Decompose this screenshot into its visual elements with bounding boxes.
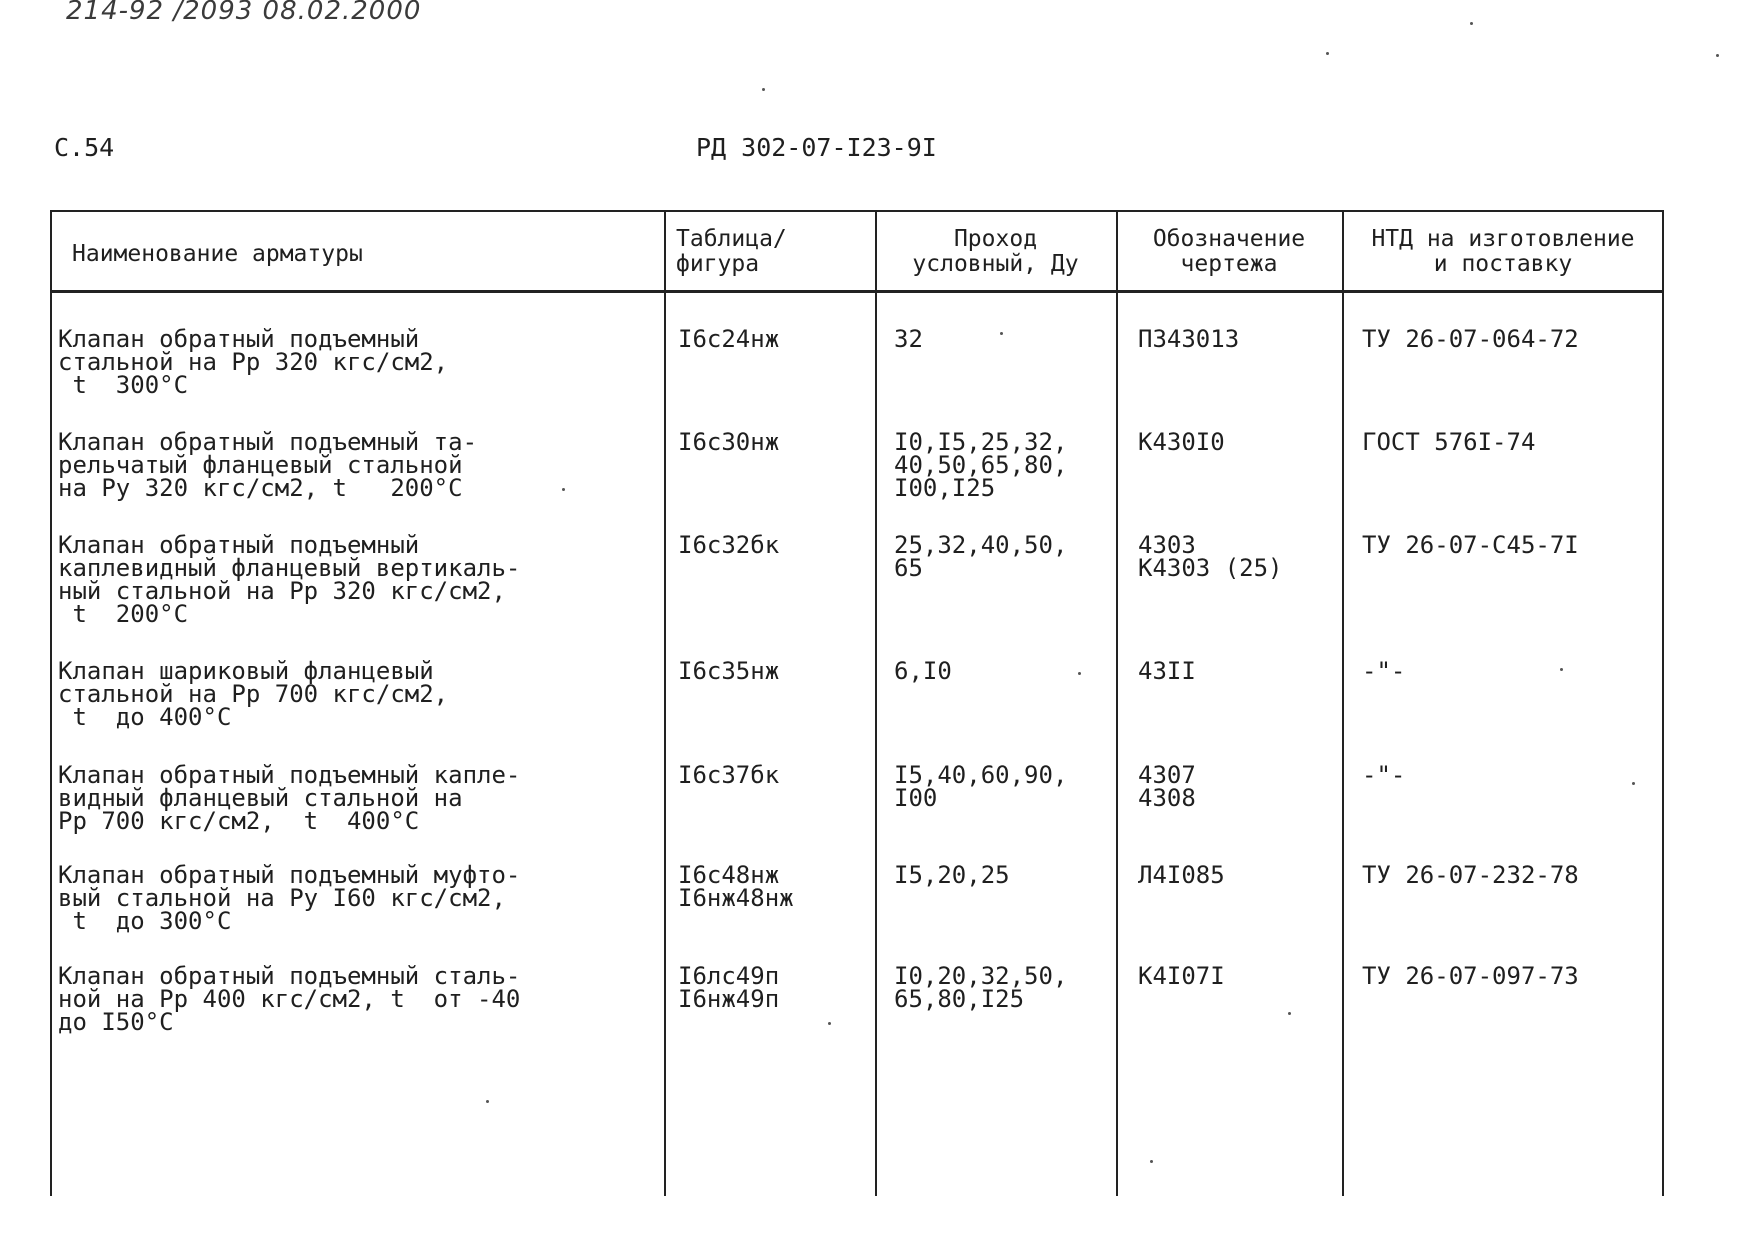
header-ntd: НТД на изготовление и поставку — [1371, 226, 1635, 277]
scan-speck — [486, 1100, 489, 1103]
scan-speck — [828, 1022, 831, 1025]
row-diameter: 6,I0 — [894, 657, 952, 685]
scan-speck — [562, 488, 565, 491]
row-figure: I6с32бк — [678, 531, 780, 559]
row-diameter: I5,40,60,90, I00 — [894, 761, 1068, 812]
row-diameter: 32 — [894, 325, 923, 353]
row-figure: I6лс49п I6нж49п — [678, 962, 780, 1013]
header-drawing: Обозначение чертежа — [1152, 226, 1306, 277]
scan-speck — [1470, 22, 1473, 25]
row-name: Клапан обратный подъемный капле- видный фланцевый стальной на Рр 700 кгс/см2, t 400°С — [58, 761, 521, 835]
row-figure: I6с24нж — [678, 325, 780, 353]
row-ntd: ТУ 26-07-232-78 — [1362, 861, 1579, 889]
row-figure: I6с48нж I6нж48нж — [678, 861, 794, 912]
column-divider-4 — [1342, 212, 1344, 1196]
scan-speck — [1288, 1012, 1291, 1015]
row-name: Клапан обратный подъемный сталь- ной на Рр 400 кгс/см2, t от -40 до I50°С — [58, 962, 521, 1036]
row-ntd: -"- — [1362, 761, 1406, 789]
scan-speck — [1326, 52, 1329, 55]
document-code: РД 302-07-I23-9I — [696, 133, 937, 162]
column-divider-2 — [875, 212, 877, 1196]
row-name: Клапан обратный подъемный стальной на Рр 320 кгс/см2, t 300°С — [58, 325, 449, 399]
row-drawing: 4303 К4303 (25) — [1138, 531, 1283, 582]
header-diameter: Проход условный, Ду — [912, 226, 1079, 277]
row-name: Клапан обратный подъемный муфто- вый стальной на Ру I60 кгс/см2, t до 300°С — [58, 861, 521, 935]
row-diameter: I0,20,32,50, 65,80,I25 — [894, 962, 1068, 1013]
row-name: Клапан шариковый фланцевый стальной на Рр 700 кгс/см2, t до 400°С — [58, 657, 449, 731]
row-ntd: ТУ 26-07-097-73 — [1362, 962, 1579, 990]
valves-table — [50, 210, 1664, 1196]
row-drawing: К4I07I — [1138, 962, 1225, 990]
row-ntd: -"- — [1362, 657, 1406, 685]
row-drawing: 43II — [1138, 657, 1196, 685]
scan-speck — [1560, 668, 1563, 671]
row-diameter: I5,20,25 — [894, 861, 1010, 889]
scan-speck — [1000, 332, 1003, 335]
header-separator — [52, 290, 1662, 293]
column-divider-3 — [1116, 212, 1118, 1196]
row-figure: I6с30нж — [678, 428, 780, 456]
header-figure: Таблица/ фигура — [676, 226, 787, 277]
handwritten-note: 214-92 /2093 08.02.2000 — [66, 0, 422, 26]
header-name: Наименование арматуры — [72, 241, 363, 267]
row-diameter: I0,I5,25,32, 40,50,65,80, I00,I25 — [894, 428, 1068, 502]
column-divider-1 — [664, 212, 666, 1196]
row-figure: I6с37бк — [678, 761, 780, 789]
scan-speck — [1632, 782, 1635, 785]
row-drawing: 4307 4308 — [1138, 761, 1196, 812]
row-ntd: ТУ 26-07-064-72 — [1362, 325, 1579, 353]
row-figure: I6с35нж — [678, 657, 780, 685]
row-ntd: ГОСТ 576I-74 — [1362, 428, 1536, 456]
row-diameter: 25,32,40,50, 65 — [894, 531, 1068, 582]
row-drawing: Л4I085 — [1138, 861, 1225, 889]
row-drawing: П343013 — [1138, 325, 1240, 353]
scan-speck — [1078, 672, 1081, 675]
scan-speck — [762, 88, 765, 91]
scan-speck — [1150, 1160, 1153, 1163]
row-ntd: ТУ 26-07-С45-7I — [1362, 531, 1579, 559]
scan-speck — [1716, 54, 1719, 57]
row-name: Клапан обратный подъемный каплевидный фланцевый вертикаль- ный стальной на Рр 320 кгс/см2, t 200°С — [58, 531, 521, 628]
page-number: С.54 — [54, 133, 115, 162]
row-drawing: К430I0 — [1138, 428, 1225, 456]
row-name: Клапан обратный подъемный та- рельчатый фланцевый стальной на Ру 320 кгс/см2, t 200°С — [58, 428, 478, 502]
